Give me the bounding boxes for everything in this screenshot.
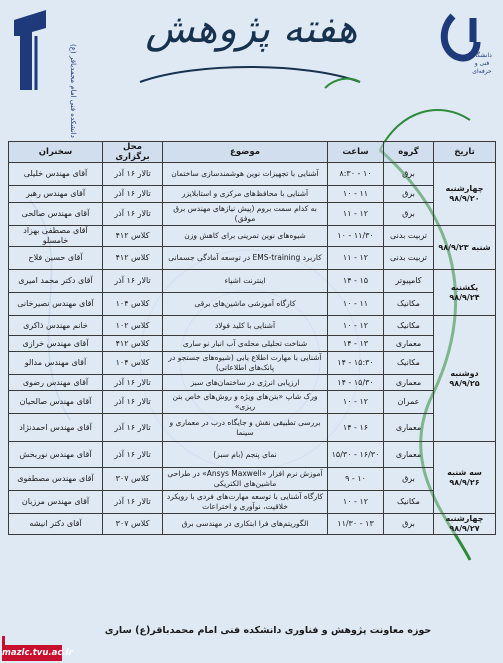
cell-place: تالار ۱۶ آذر: [103, 270, 163, 293]
page-title: هفته پژوهش: [145, 6, 358, 52]
cell-subject: آشنایی با تجهیزات نوین هوشمندسازی ساختمان: [163, 163, 328, 186]
cell-speaker: آقای مهندس رهبر: [9, 186, 103, 203]
cell-subject: آشنایی با مهارت اطلاع یابی (شیوه‌های جستجو در پانک‌های اطلاعاتی): [163, 352, 328, 375]
cell-speaker: آقای مهندس نصیرخانی: [9, 293, 103, 316]
header-group: گروه: [384, 142, 434, 163]
cell-subject: به کدام سمت بروم (پیش نیازهای مهندس برق موفق): [163, 203, 328, 226]
cell-date: یکشنبه ۹۸/۹/۲۴: [434, 270, 496, 316]
table-row: [9, 316, 496, 336]
cell-group: برق: [384, 514, 434, 535]
cell-time: ۱۱ - ۱۰: [328, 293, 384, 316]
cell-speaker: آقای مهندس مصطفوی: [9, 468, 103, 491]
cell-group: برق: [384, 186, 434, 203]
cell-place: تالار ۱۶ آذر: [103, 203, 163, 226]
cell-subject: ارزیابی انرژی در ساختمان‌های سبز: [163, 375, 328, 391]
cell-date: سه شنبه ۹۸/۹/۲۶: [434, 442, 496, 514]
university-name: دانشگاه فنی و حرفه‌ای: [472, 52, 492, 75]
cell-place: تالار ۱۶ آذر: [103, 163, 163, 186]
cell-time: ۱۱ - ۱۰: [328, 186, 384, 203]
cell-group: تربیت بدنی: [384, 247, 434, 270]
header-date: تاریخ: [434, 142, 496, 163]
cell-time: ۱۲ - ۱۰: [328, 316, 384, 336]
cell-subject: بررسی تطبیقی نقش و جایگاه درب در معماری و سینما: [163, 414, 328, 442]
cell-speaker: آقای مهندس صالحیان: [9, 391, 103, 414]
table-row: [9, 414, 496, 442]
cell-group: برق: [384, 163, 434, 186]
cell-speaker: آقای دکتر انیشه: [9, 514, 103, 535]
cell-place: کلاس ۱۰۴: [103, 293, 163, 316]
cell-group: معماری: [384, 442, 434, 468]
cell-time: ۱۲ - ۱۰: [328, 491, 384, 514]
table-row: [9, 442, 496, 468]
table-row: [9, 514, 496, 535]
cell-place: کلاس ۴۱۲: [103, 247, 163, 270]
cell-time: ۱۳ - ۱۱/۳۰: [328, 514, 384, 535]
college-name: دانشکده فنی امام محمدباقر (ع): [69, 44, 77, 138]
schedule-table: [8, 141, 496, 535]
cell-time: ۱۵:۳۰ - ۱۴: [328, 352, 384, 375]
table-row: [9, 203, 496, 226]
cell-group: مکانیک: [384, 352, 434, 375]
table-row: [9, 352, 496, 375]
cell-place: تالار ۱۶ آذر: [103, 186, 163, 203]
cell-subject: شناخت تحلیلی محله‌ی آب انبار نو ساری: [163, 336, 328, 352]
header-time: ساعت: [328, 142, 384, 163]
cell-place: تالار ۱۶ آذر: [103, 442, 163, 468]
header-subject: موضوع: [163, 142, 328, 163]
cell-subject: آشنایی با محافظ‌های مرکزی و استابلایزر: [163, 186, 328, 203]
cell-place: کلاس ۳۰۷: [103, 514, 163, 535]
footer-text: حوزه معاونت پژوهش و فناوری دانشکده فنی امام محمدباقر(ع) ساری: [104, 625, 432, 636]
cell-time: ۱۳ - ۱۴: [328, 336, 384, 352]
table-row: [9, 468, 496, 491]
cell-speaker: آقای مهندس خرازی: [9, 336, 103, 352]
schedule-table-wrap: [8, 141, 495, 535]
cell-subject: ورک شاپ «بتن‌های ویژه و روش‌های خاص بتن ریزی»: [163, 391, 328, 414]
cell-time: ۱۶ - ۱۴: [328, 414, 384, 442]
table-row: [9, 293, 496, 316]
table-row: [9, 270, 496, 293]
cell-group: کامپیوتر: [384, 270, 434, 293]
cell-group: تربیت بدنی: [384, 226, 434, 247]
cell-date: دوشنبه ۹۸/۹/۲۵: [434, 316, 496, 442]
table-row: [9, 163, 496, 186]
cell-group: مکانیک: [384, 316, 434, 336]
cell-speaker: خانم مهندس ذاکری: [9, 316, 103, 336]
cell-time: ۱۵ - ۱۴: [328, 270, 384, 293]
cell-date: چهارشنبه ۹۸/۹/۲۰: [434, 163, 496, 226]
cell-time: ۱۱/۳۰ - ۱۰: [328, 226, 384, 247]
cell-group: مکانیک: [384, 293, 434, 316]
cell-subject: کارگاه آشنایی با توسعه مهارت‌های فردی با رویکرد خلاقیت، نوآوری و اختراعات: [163, 491, 328, 514]
cell-subject: کاربرد EMS-training در توسعه آمادگی جسمانی: [163, 247, 328, 270]
cell-time: ۱۲ - ۱۱: [328, 247, 384, 270]
cell-subject: کارگاه آموزشی ماشین‌های برقی: [163, 293, 328, 316]
cell-date: شنبه ۹۸/۹/۲۳: [434, 226, 496, 270]
header-place: محل برگزاری: [103, 142, 163, 163]
cell-place: کلاس ۱۰۲: [103, 316, 163, 336]
table-row: [9, 375, 496, 391]
cell-time: ۱۰ - ۸:۳۰: [328, 163, 384, 186]
cell-speaker: آقای مهندس مدالو: [9, 352, 103, 375]
cell-speaker: آقای مهندس رضوی: [9, 375, 103, 391]
cell-time: ۱۰ - ۹: [328, 468, 384, 491]
cell-time: ۱۶/۳۰ - ۱۵/۳۰: [328, 442, 384, 468]
cell-group: مکانیک: [384, 491, 434, 514]
cell-speaker: آقای مهندس مرزبان: [9, 491, 103, 514]
header-speaker: سخنران: [9, 142, 103, 163]
cell-speaker: آقای حسین فلاح: [9, 247, 103, 270]
cell-subject: شیوه‌های نوین تمرینی برای کاهش وزن: [163, 226, 328, 247]
cell-time: ۱۵/۳۰ - ۱۴: [328, 375, 384, 391]
cell-place: تالار ۱۶ آذر: [103, 375, 163, 391]
cell-group: معماری: [384, 375, 434, 391]
cell-speaker: آقای دکتر محمد امیری: [9, 270, 103, 293]
cell-group: عمران: [384, 391, 434, 414]
cell-speaker: آقای مهندس احمدنژاد: [9, 414, 103, 442]
university-logo-icon: [433, 8, 495, 94]
cell-group: معماری: [384, 414, 434, 442]
table-row: [9, 186, 496, 203]
cell-time: ۱۲ - ۱۱: [328, 203, 384, 226]
cell-place: تالار ۱۶ آذر: [103, 391, 163, 414]
cell-subject: اینترنت اشیاء: [163, 270, 328, 293]
schedule-body: [9, 163, 496, 535]
cell-place: کلاس ۴۱۲: [103, 336, 163, 352]
cell-place: تالار ۱۶ آذر: [103, 491, 163, 514]
cell-subject: الگوریتم‌های فرا ابتکاری در مهندسی برق: [163, 514, 328, 535]
table-row: [9, 247, 496, 270]
cell-group: برق: [384, 203, 434, 226]
cell-place: کلاس ۳۰۷: [103, 468, 163, 491]
footer-url: mazlc.tvu.ac.ir: [2, 645, 62, 661]
table-row: [9, 226, 496, 247]
cell-place: تالار ۱۶ آذر: [103, 414, 163, 442]
cell-date: چهارشنبه ۹۸/۹/۲۷: [434, 514, 496, 535]
cell-subject: آشنایی با کلید فولاد: [163, 316, 328, 336]
cell-speaker: آقای مهندس نوربخش: [9, 442, 103, 468]
cell-speaker: آقای مهندس خلیلی: [9, 163, 103, 186]
table-header-row: [9, 142, 496, 163]
cell-speaker: آقای مصطفی بهزاد خامسلو: [9, 226, 103, 247]
cell-subject: آموزش نرم افزار «Ansys Maxwell» در طراحی ماشین‌های الکتریکی: [163, 468, 328, 491]
table-row: [9, 336, 496, 352]
title-flourish-icon: [135, 52, 365, 92]
table-row: [9, 391, 496, 414]
cell-speaker: آقای مهندس صالحی: [9, 203, 103, 226]
cell-subject: نمای پنجم (بام سبز): [163, 442, 328, 468]
cell-place: کلاس ۴۱۲: [103, 226, 163, 247]
cell-group: معماری: [384, 336, 434, 352]
cell-time: ۱۲ - ۱۰: [328, 391, 384, 414]
table-row: [9, 491, 496, 514]
page-header: [0, 0, 503, 138]
cell-group: برق: [384, 468, 434, 491]
cell-place: کلاس ۱۰۴: [103, 352, 163, 375]
